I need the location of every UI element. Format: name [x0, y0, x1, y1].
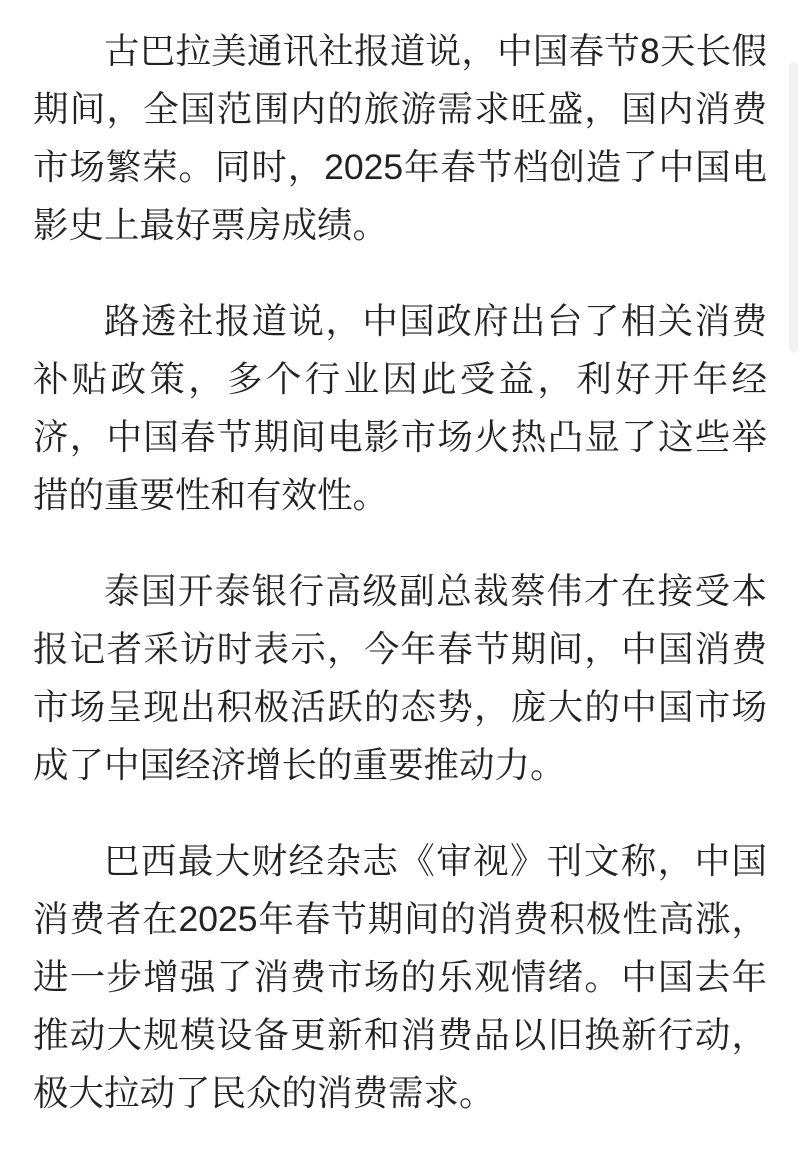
- paragraph: 古巴拉美通讯社报道说，中国春节8天长假期间，全国范围内的旅游需求旺盛，国内消费市场繁荣。同时，2025年春节档创造了中国电影史上最好票房成绩。: [33, 31, 767, 245]
- paragraph: 路透社报道说，中国政府出台了相关消费补贴政策，多个行业因此受益，利好开年经济，中国春节期间电影市场火热凸显了这些举措的重要性和有效性。: [33, 301, 767, 515]
- scrollbar-thumb[interactable]: [789, 62, 798, 353]
- paragraph: 泰国开泰银行高级副总裁蔡伟才在接受本报记者采访时表示，今年春节期间，中国消费市场呈现出积极活跃的态势，庞大的中国市场成了中国经济增长的重要推动力。: [33, 571, 767, 785]
- paragraph: 巴西最大财经杂志《审视》刊文称，中国消费者在2025年春节期间的消费积极性高涨，进一步增强了消费市场的乐观情绪。中国去年推动大规模设备更新和消费品以旧换新行动，极大拉动了民众的消费需求。: [33, 841, 767, 1113]
